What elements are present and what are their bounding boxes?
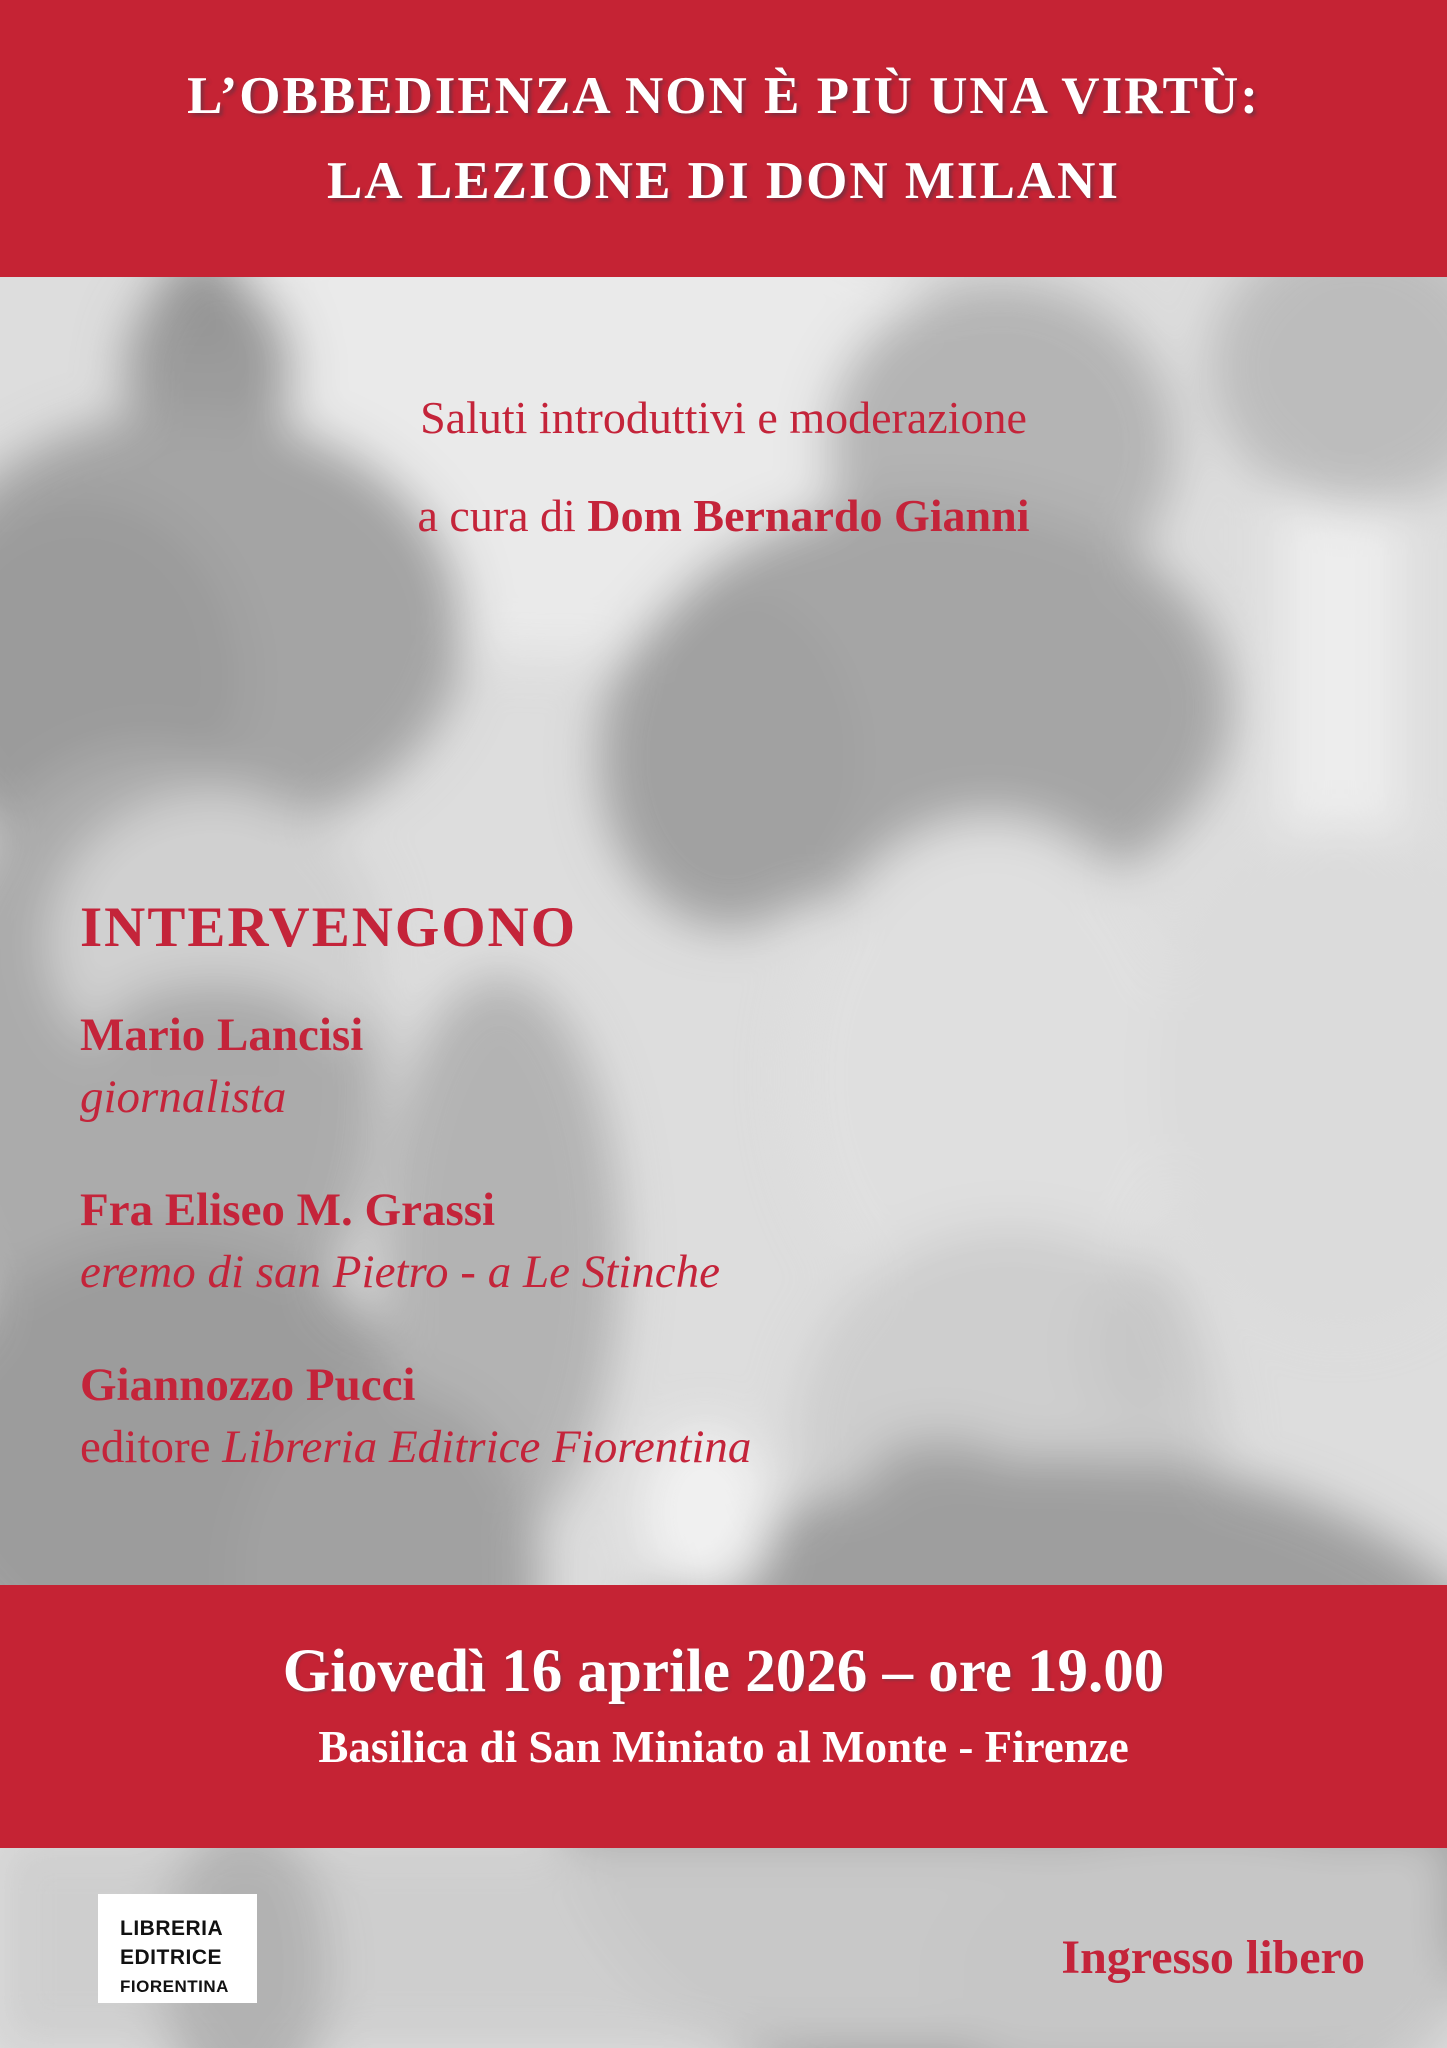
speaker-role-italic: giornalista [80,1071,287,1123]
speaker-role-italic: Libreria Editrice Fiorentina [222,1421,752,1473]
speaker-role-regular: editore [80,1421,223,1473]
speaker-role-italic: eremo di san Pietro - a Le Stinche [80,1246,721,1298]
speaker-role [80,1420,751,1475]
speaker-item [80,1008,751,1125]
publisher-logo-line1: LIBRERIA [120,1917,224,1940]
event-location: Basilica di San Miniato al Monte - Firenze [318,1722,1129,1772]
event-datetime: Giovedì 16 aprile 2026 – ore 19.00 [282,1638,1165,1705]
title-banner [0,0,1447,277]
publisher-logo [98,1894,257,2003]
publisher-logo-line2: EDITRICE [120,1946,223,1969]
moderation-intro-prefix: a cura di [417,490,588,541]
speaker-name: Giannozzo Pucci [80,1359,416,1411]
poster-title-line1: L’OBBEDIENZA NON È PIÙ UNA VIRTÙ: [187,67,1260,126]
speaker-name: Fra Eliseo M. Grassi [80,1184,496,1236]
event-details-banner [0,1585,1447,1848]
publisher-logo-line3: FIORENTINA [120,1977,229,1996]
moderator-name: Dom Bernardo Gianni [587,490,1030,541]
speaker-item [80,1183,751,1300]
speaker-name: Mario Lancisi [80,1009,364,1061]
admission-note: Ingresso libero [1061,1931,1365,1984]
speaker-role [80,1245,751,1300]
speakers-heading: INTERVENGONO [80,896,578,960]
speaker-item [80,1358,751,1475]
poster-title-line2: LA LEZIONE DI DON MILANI [326,151,1121,210]
moderation-intro-line1: Saluti introduttivi e moderazione [420,392,1027,443]
speaker-role [80,1070,751,1125]
moderation-intro-line2 [0,488,1447,544]
speakers-list [80,1008,751,1533]
moderation-intro [0,390,1447,544]
